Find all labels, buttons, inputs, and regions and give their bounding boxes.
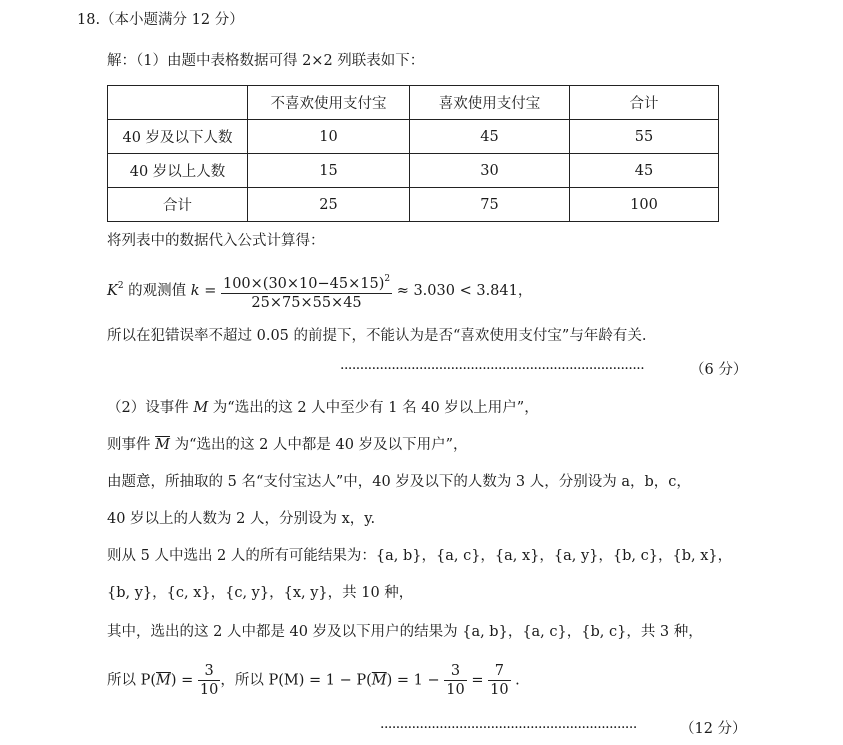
table-cell: 10 (248, 120, 410, 154)
table-cell: 100 (570, 188, 719, 222)
prob-frac1-num: 3 (198, 662, 220, 681)
table-cell: 40 岁以上人数 (108, 154, 248, 188)
table-cell: 30 (410, 154, 570, 188)
table-cell: 45 (410, 120, 570, 154)
over40-line: 40 岁以上的人数为 2 人，分别设为 x，y. (107, 511, 376, 527)
prob-fraction-3 (488, 662, 510, 699)
table-cell: 25 (248, 188, 410, 222)
table-cell: 15 (248, 154, 410, 188)
prob-close: ) = (170, 672, 198, 689)
part2-points: （12 分） (680, 721, 747, 737)
prob-eq2: = (466, 672, 489, 689)
prob-lead: 所以 P( (107, 672, 157, 689)
part1-intro: 解：（1）由题中表格数据可得 2×2 列联表如下： (107, 53, 425, 69)
prob-frac2-num: 3 (444, 662, 466, 681)
event-definition (107, 398, 539, 418)
table-header-cell: 不喜欢使用支付宝 (248, 86, 410, 120)
formula-lead-sup: 2 (117, 281, 124, 291)
outcomes-line-1: 则从 5 人中选出 2 人的所有可能结果为：{a, b}，{a, c}，{a, x}，{a, y}，{b, c}，{b, x}， (107, 548, 733, 564)
table-cell: 45 (570, 154, 719, 188)
table-header-cell (108, 86, 248, 120)
score-note: （本小题满分 12 分） (100, 12, 244, 28)
complement-suffix: 为“选出的这 2 人中都是 40 岁及以下用户”， (169, 437, 468, 453)
prob-mbar: $\overline{M}$ (156, 672, 171, 689)
table-row (108, 154, 719, 188)
prob-fraction-2 (444, 662, 466, 699)
formula-var: k (190, 283, 200, 299)
table-header-cell: 喜欢使用支付宝 (410, 86, 570, 120)
formula-denominator: 25×75×55×45 (251, 295, 362, 311)
contingency-table (107, 85, 719, 222)
prob-frac3-den: 10 (490, 682, 509, 698)
part1-conclusion: 所以在犯错误率不超过 0.05 的前提下，不能认为是否“喜欢使用支付宝”与年龄有关. (107, 328, 647, 344)
problem-header (77, 10, 244, 30)
prob-mbar-2: $\overline{M}$ (371, 672, 387, 689)
formula-numerator-sup: 2 (384, 274, 391, 284)
table-cell: 40 岁及以下人数 (108, 120, 248, 154)
prob-end: . (510, 672, 520, 689)
prob-frac2-den: 10 (446, 682, 465, 698)
formula-eq: = (199, 283, 221, 299)
table-row (108, 188, 719, 222)
table-header-row (108, 86, 719, 120)
prob-frac3-num: 7 (488, 662, 510, 681)
dotted-leader: ············································································· (340, 361, 645, 377)
table-header-cell: 合计 (570, 86, 719, 120)
event-var: M (193, 400, 209, 416)
formula-lead-text: 的观测值 (123, 283, 191, 299)
event-suffix: 为“选出的这 2 人中至少有 1 名 40 岁以上用户”， (208, 400, 539, 416)
formula-result: ≈ 3.030 < 3.841， (392, 283, 533, 299)
prob-fraction-1 (198, 662, 220, 699)
complement-prefix: 则事件 (107, 437, 156, 453)
table-cell: 合计 (108, 188, 248, 222)
table-cell: 75 (410, 188, 570, 222)
favorable-line: 其中，选出的这 2 人中都是 40 岁及以下用户的结果为 {a, b}，{a, c}，{b, c}，共 3 种， (107, 624, 703, 640)
substitute-text: 将列表中的数据代入公式计算得： (107, 233, 325, 249)
sampling-line: 由题意，所抽取的 5 名“支付宝达人”中，40 岁及以下的人数为 3 人，分别设为 a，b，c， (107, 474, 691, 490)
probability-line (107, 662, 520, 699)
prob-mid: ，所以 P(M) = 1 − P( (220, 672, 372, 689)
problem-number: 18. (77, 12, 101, 28)
table-row (108, 120, 719, 154)
prob-close-2: ) = 1 − (386, 672, 445, 689)
outcomes-line-2: {b, y}，{c, x}，{c, y}，{x, y}，共 10 种， (107, 585, 414, 601)
formula-lead: K (107, 283, 118, 299)
formula-fraction (221, 270, 392, 312)
dotted-leader-2: ································································· (380, 720, 637, 736)
event-prefix: （2）设事件 (107, 400, 194, 416)
k-formula (107, 268, 532, 312)
table-cell: 55 (570, 120, 719, 154)
part1-points: （6 分） (690, 362, 748, 378)
complement-var: $\overline{M}$ (155, 437, 170, 453)
prob-frac1-den: 10 (199, 682, 219, 698)
formula-numerator: 100×(30×10−45×15) (222, 276, 385, 292)
complement-event (107, 435, 468, 455)
